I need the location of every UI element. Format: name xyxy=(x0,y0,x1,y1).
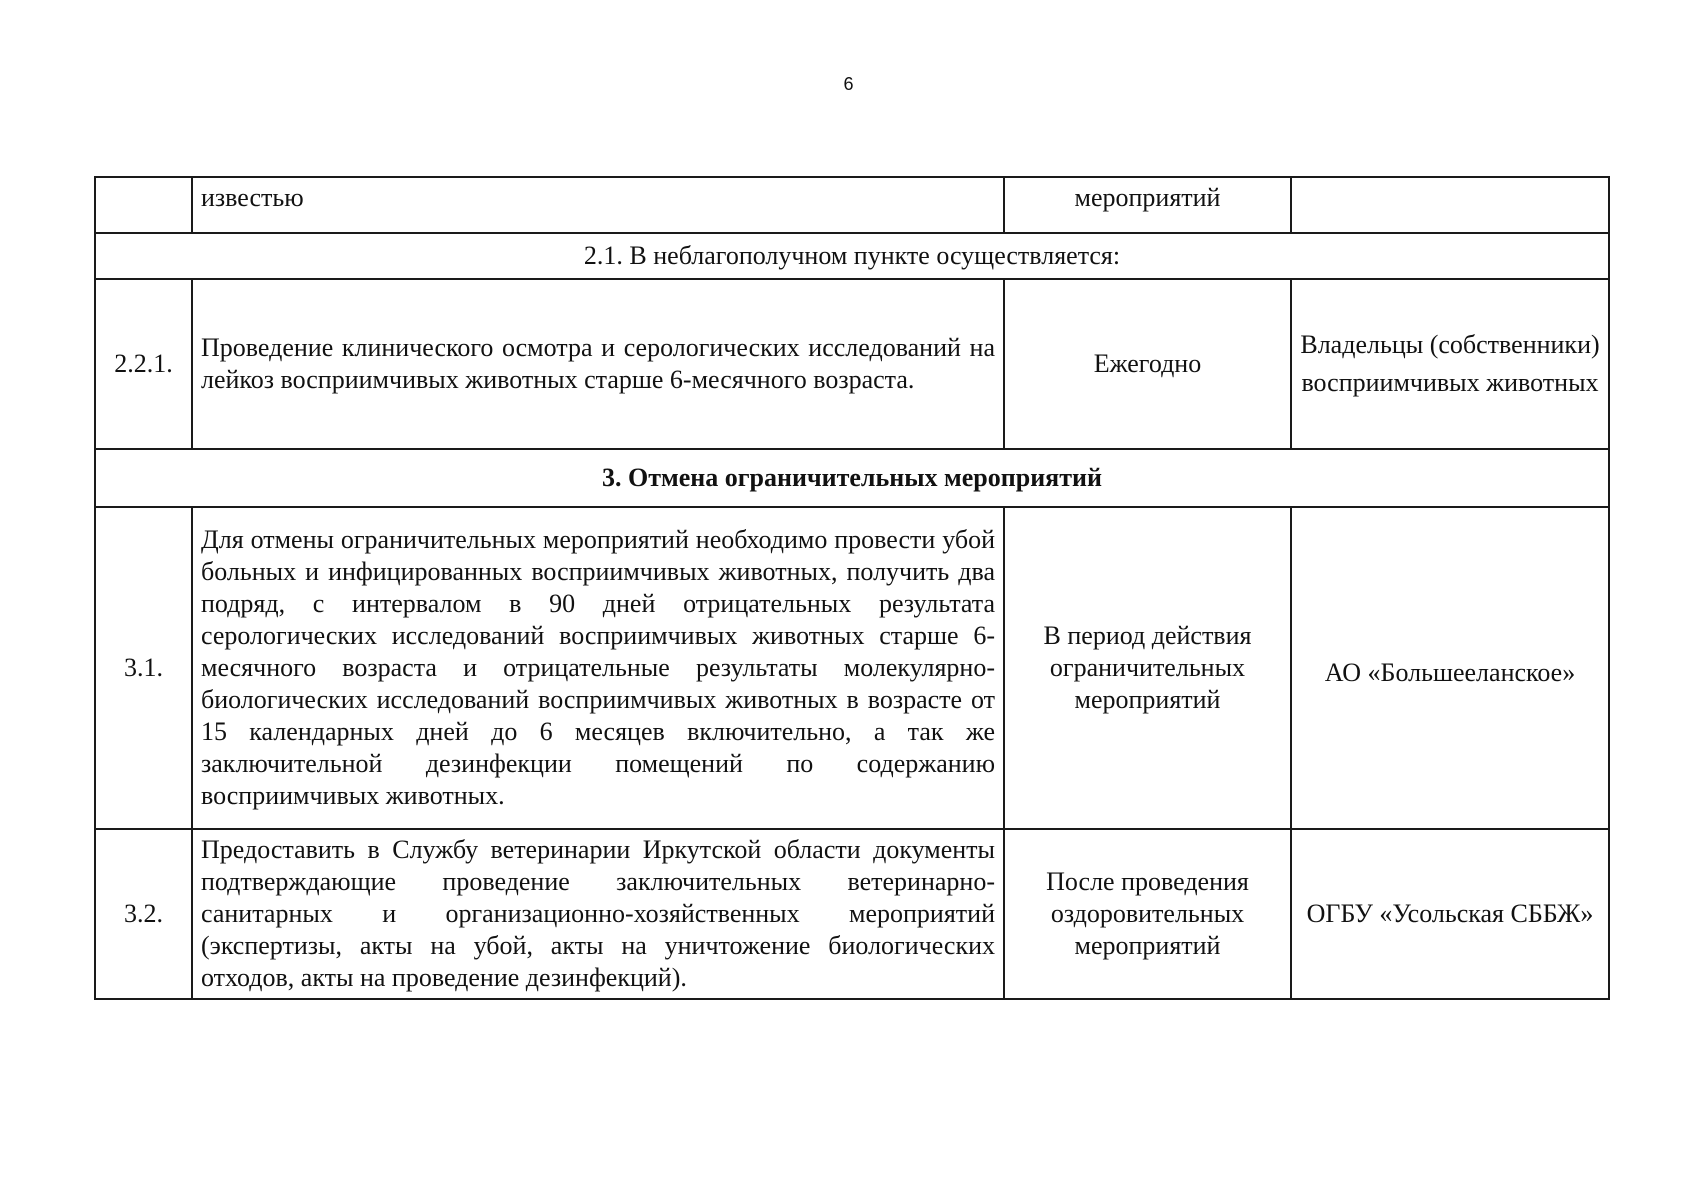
row-2-2-1-responsible: Владельцы (собственники) восприимчивых животных xyxy=(1291,279,1609,449)
row-2-2-1-period: Ежегодно xyxy=(1004,279,1291,449)
row-2-2-1-number: 2.2.1. xyxy=(95,279,192,449)
measures-table xyxy=(94,176,1610,1000)
cont-period-cell: мероприятий xyxy=(1004,177,1291,233)
section-2-1-row xyxy=(95,233,1609,279)
cont-num-cell xyxy=(95,177,192,233)
row-3-2-responsible: ОГБУ «Усольская СББЖ» xyxy=(1291,829,1609,999)
section-2-1-heading: 2.1. В неблагополучном пункте осуществляется: xyxy=(95,233,1609,279)
continuation-row xyxy=(95,177,1609,233)
cont-responsible-cell xyxy=(1291,177,1609,233)
row-3-2-description: Предоставить в Службу ветеринарии Иркутской области документы подтверждающие проведение заключительных ветеринарно-санитарных и организационно-хозяйственных мероприятий (экспертизы, акты на убой, акты на уничтожение биологических отходов, акты на проведение дезинфекций). xyxy=(192,829,1004,999)
page-number: 6 xyxy=(843,74,854,94)
row-3-2 xyxy=(95,829,1609,999)
row-2-2-1-description: Проведение клинического осмотра и серологических исследований на лейкоз восприимчивых животных старше 6-месячного возраста. xyxy=(192,279,1004,449)
row-3-1-period: В период действия ограничительных мероприятий xyxy=(1004,507,1291,829)
row-3-1-number: 3.1. xyxy=(95,507,192,829)
row-2-2-1 xyxy=(95,279,1609,449)
cont-desc-cell: известью xyxy=(192,177,1004,233)
section-3-row xyxy=(95,449,1609,507)
row-3-2-period: После проведения оздоровительных мероприятий xyxy=(1004,829,1291,999)
row-3-1-responsible: АО «Большееланское» xyxy=(1291,507,1609,829)
row-3-1-description: Для отмены ограничительных мероприятий необходимо провести убой больных и инфицированных восприимчивых животных, получить два подряд, с интервалом в 90 дней отрицательных результата серологических исследований восприимчивых животных старше 6-месячного возраста и отрицательные результаты молекулярно-биологических исследований восприимчивых животных в возрасте от 15 календарных дней до 6 месяцев включительно, а так же заключительной дезинфекции помещений по содержанию восприимчивых животных. xyxy=(192,507,1004,829)
row-3-1 xyxy=(95,507,1609,829)
section-3-heading: 3. Отмена ограничительных мероприятий xyxy=(95,449,1609,507)
row-3-2-number: 3.2. xyxy=(95,829,192,999)
